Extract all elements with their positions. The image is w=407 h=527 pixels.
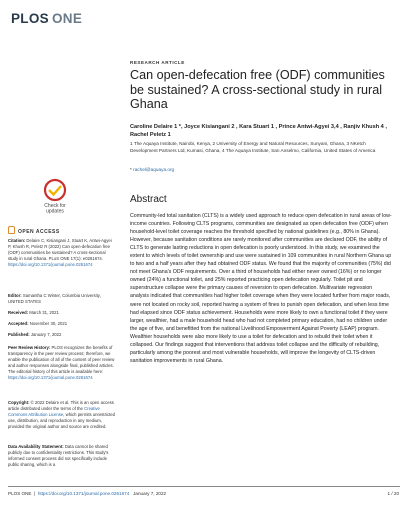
citation-label: Citation: bbox=[8, 238, 26, 243]
open-access-label bbox=[8, 226, 60, 235]
peer-review-label: Peer Review History: bbox=[8, 345, 51, 350]
citation-text: Delaire C, Kisiangani J, Stuart K, Antwi-Agyei P, Khush R, Peletz R (2022) Can open-defecation free (ODF) communities be sustained? A cross-sectional study in rural Ghana. PLoS ONE 17(1): e0261674. bbox=[8, 238, 112, 261]
editor-block bbox=[8, 293, 116, 305]
abstract-body bbox=[130, 212, 392, 368]
email-marker: * bbox=[130, 167, 132, 172]
abstract-paragraph: Community-led total sanitation (CLTS) is a widely used approach to reduce open defecation in rural areas of low-income countries. Following CLTS programs, communities are designated as open defecation free (ODF) when household-level toilet coverage reaches the threshold specified by national guidelines (e.g., 80% in Ghana). However, because sanitation conditions are rarely monitored after communities are declared ODF, the ability of CLTS to generate lasting reductions in open defecation is poorly understood. In this study, we examined the extent to which levels of toilet ownership and use were sustained in 109 communities in rural Northern Ghana up to two and a half years after they had obtained ODF status. We found that the majority of communities (75%) did not meet Ghana's ODF requirements. Over a third of households had either never owned (16%) or no longer owned (24%) a functional toilet, and 25% reported practicing open defecation regularly. Toilet pit and superstructure collapse were the primary causes of reversion to open defecation. Multivariate regression analysis indicated that communities had higher toilet coverage when they were located further from major roads, were not located on rocky soil, reported having a system of fines to punish open defecation, and when less time had elapsed since ODF status achievement. Households were more likely to own a functional toilet if they were larger, wealthier, had a male household head who had not completed primary education, had no children under the age of five, and benefitted from the national Livelihood Empowerment Against Poverty (LEAP) program. Wealthier households were also more likely to use a toilet for defecation and to rebuild their toilet when it collapsed. Our findings suggest that interventions that address toilet collapse and the difficulty of rebuilding, particularly among the poorest and most vulnerable households, will improve the longevity of CLTS-driven sanitation improvements in rural Ghana. bbox=[130, 213, 392, 364]
footer-date: January 7, 2022 bbox=[133, 491, 167, 496]
published-date: January 7, 2022 bbox=[30, 332, 62, 337]
received-date: March 31, 2021 bbox=[29, 310, 59, 315]
accepted-date: November 30, 2021 bbox=[29, 321, 68, 326]
journal-logo[interactable] bbox=[11, 11, 82, 26]
data-availability-text: Data cannot be shared publicly due to confidentiality restrictions. This study's informed consent process did not specifically include public sharing, which is a bbox=[8, 444, 109, 467]
footer-doi-link[interactable]: https://doi.org/10.1371/journal.pone.0261674 bbox=[37, 491, 130, 496]
citation-block bbox=[8, 238, 116, 268]
accepted-label: Accepted: bbox=[8, 321, 29, 326]
page-number: 1 / 20 bbox=[387, 491, 399, 496]
check-for-updates-badge[interactable] bbox=[36, 176, 74, 214]
peer-review-block bbox=[8, 345, 116, 381]
data-availability-block bbox=[8, 444, 116, 468]
received-block bbox=[8, 310, 116, 316]
published-label: Published: bbox=[8, 332, 30, 337]
journal-logo-plos: PLOS bbox=[11, 11, 49, 26]
received-label: Received: bbox=[8, 310, 29, 315]
peer-review-text: PLOS recognizes the benefits of transparency in the peer review process; therefore, we enable the publication of all of the content of peer review and author responses alongside final, published articles. The editorial history of this article is available here: bbox=[8, 345, 115, 374]
email-link[interactable]: rachel@aquaya.org bbox=[133, 167, 175, 172]
badge-ring-icon bbox=[45, 180, 65, 200]
open-lock-icon bbox=[8, 226, 15, 234]
open-access-text: OPEN ACCESS bbox=[18, 229, 60, 235]
data-availability-label: Data Availability Statement: bbox=[8, 444, 64, 449]
editor-label: Editor: bbox=[8, 293, 22, 298]
article-type: RESEARCH ARTICLE bbox=[130, 60, 185, 65]
affiliations: 1 The Aquaya Institute, Nairobi, Kenya, 2 University of Energy and Natural Resources, Sunyani, Ghana, 3 NKetch Development Partners Ltd, Kumasi, Ghana, 4 The Aquaya Institute, San Anselmo, California, United States of America bbox=[130, 141, 376, 153]
copyright-block bbox=[8, 400, 116, 430]
badge-line1: Check for bbox=[44, 203, 66, 209]
citation-doi-link[interactable]: https://doi.org/10.1371/journal.pone.0261674 bbox=[8, 262, 93, 267]
editor-text: Samantha C Winter, Columbia University, UNITED STATES bbox=[8, 293, 101, 304]
copyright-text: © 2022 Delaire et al. This is an open access article distributed under the terms of the bbox=[8, 400, 114, 411]
license-link[interactable]: Creative Commons Attribution License bbox=[8, 406, 100, 417]
copyright-text-2: , which permits unrestricted use, distribution, and reproduction in any medium, provided the original author and source are credited. bbox=[8, 412, 116, 429]
journal-logo-one: ONE bbox=[51, 11, 83, 26]
article-title: Can open-defecation free (ODF) communities be sustained? A cross-sectional study in rural Ghana bbox=[130, 68, 385, 111]
abstract-heading: Abstract bbox=[130, 194, 167, 205]
footer-divider bbox=[8, 486, 400, 487]
footer-journal: PLOS ONE bbox=[8, 491, 32, 496]
badge-line2: updates bbox=[46, 208, 64, 214]
page-footer: PLOS ONE | https://doi.org/10.1371/journal.pone.0261674 January 7, 2022 bbox=[8, 491, 167, 496]
author-list: Caroline Delaire 1 *, Joyce Kisiangani 2 , Kara Stuart 1 , Prince Antwi-Agyei 3,4 , Ranjiv Khush 4 , Rachel Peletz 1 bbox=[130, 124, 387, 138]
accepted-block bbox=[8, 321, 116, 327]
corresponding-email bbox=[130, 167, 174, 172]
copyright-label: Copyright: bbox=[8, 400, 30, 405]
published-block bbox=[8, 332, 116, 338]
peer-review-link[interactable]: https://doi.org/10.1371/journal.pone.0261674 bbox=[8, 375, 93, 380]
